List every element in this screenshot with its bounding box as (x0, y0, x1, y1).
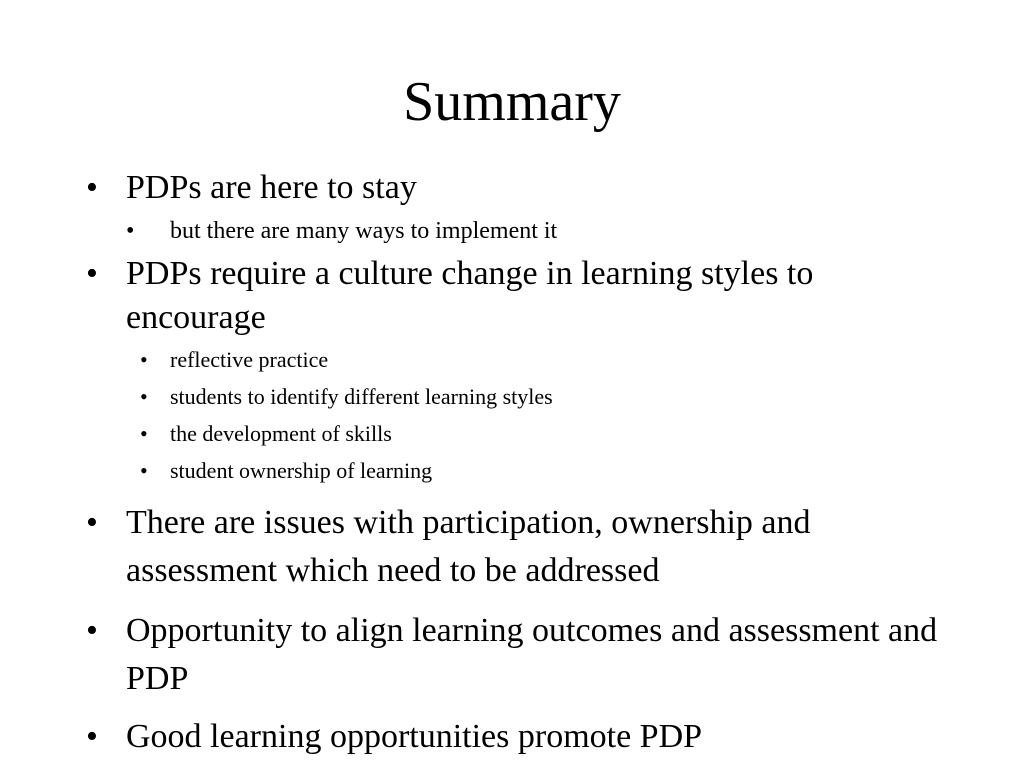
sub-list-2 (82, 346, 952, 485)
bullet-icon: • (86, 504, 98, 541)
bullet-item-3 (82, 499, 952, 595)
sub-bullet-text: student ownership of learning (170, 458, 433, 483)
sub-bullet-item (126, 216, 952, 246)
bullet-icon: • (140, 384, 148, 409)
bullet-text: PDPs require a culture change in learning styles to encourage (126, 255, 814, 336)
bullet-icon: • (140, 421, 148, 446)
sub-bullet-text: the development of skills (170, 421, 392, 446)
bullet-icon: • (86, 169, 98, 206)
bullet-icon: • (140, 458, 148, 483)
sub-bullet-text: students to identify different learning styles (170, 384, 553, 409)
sub-bullet-text: reflective practice (170, 347, 329, 372)
sub-list-2-items (82, 346, 952, 485)
bullet-icon: • (126, 218, 135, 244)
bullet-item-2 (82, 252, 952, 340)
sub-bullet-text: but there are many ways to implement it (170, 218, 558, 244)
bullet-item-5 (82, 713, 952, 761)
bullet-icon: • (86, 612, 98, 649)
sub-list-1 (82, 216, 952, 246)
bullet-icon: • (86, 718, 98, 755)
sub-bullet-item (140, 420, 952, 448)
bullet-item-1 (82, 166, 952, 210)
bullet-text: PDPs are here to stay (126, 169, 417, 206)
sub-bullet-item (140, 383, 952, 411)
slide-title: Summary (403, 71, 621, 133)
bullet-icon: • (86, 255, 98, 292)
bullet-text: Good learning opportunities promote PDP (126, 718, 703, 755)
bullet-text: There are issues with participation, ownership and assessment which need to be addressed (126, 504, 811, 589)
sub-bullet-item (140, 457, 952, 485)
bullet-item-4 (82, 607, 952, 703)
bullet-list (82, 166, 952, 761)
sub-bullet-item (140, 346, 952, 374)
bullet-text: Opportunity to align learning outcomes and assessment and PDP (126, 612, 938, 697)
bullet-icon: • (140, 347, 148, 372)
